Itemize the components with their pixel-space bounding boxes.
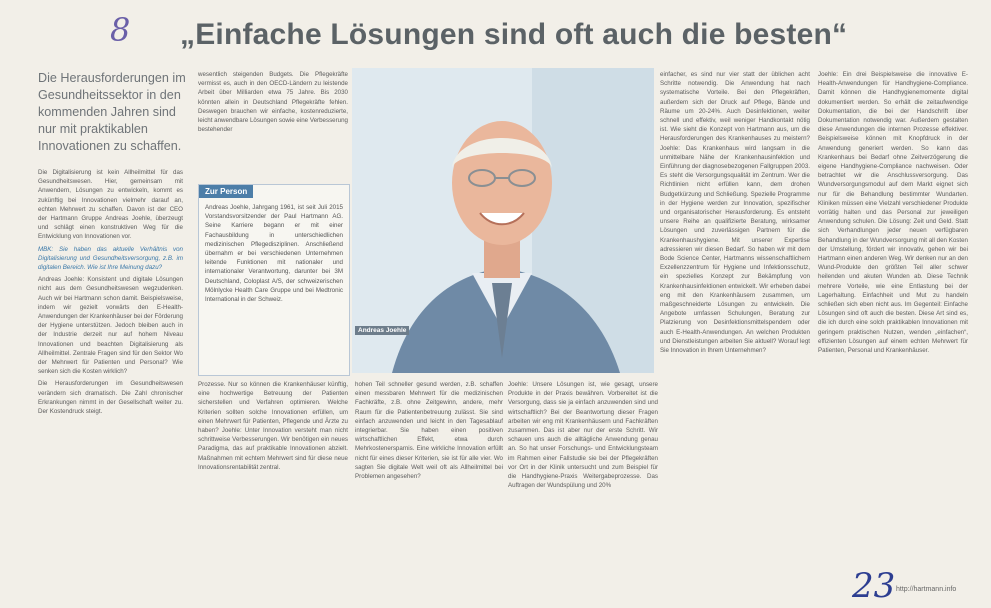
- intro-text: Die Herausforderungen im Gesundheitssektor in den kommenden Jahren sind nur mit praktikablen Innovationen zu schaffen.: [38, 71, 186, 153]
- column-3-bottom: Prozesse. Nur so können die Krankenhäuser künftig, eine hochwertige Betreuung der Patienten sicherstellen und Verfahren optimieren. Welche Kriterien sollten solche Innovationen erfüllen, um einen Mehrwert für Patienten, Pflegende und Ärzte zu haben? Joehle: Unter Innovation versteht man nicht schrittweise Verbesserungen. Wir benötigen ein neues Paradigma, das auf praktikable Innovationen abzielt. Maßnahmen mit echtem Mehrwert sind für diese neue Innovationsrentabilität zentral.: [198, 381, 348, 471]
- profile-box: [198, 184, 350, 376]
- photo-caption: Andreas Joehle: [355, 326, 409, 335]
- c1-para-4: Die Herausforderungen im Gesundheitswesen verändern sich dramatisch. Die Zahl chronischer Erkrankungen nimmt in der Gesellschaft weiter zu. Der Kostendruck steigt.: [38, 380, 183, 416]
- profile-box-tag: Zur Person: [199, 185, 253, 198]
- c1-para-1: Die Digitalisierung ist kein Allheilmittel für das Gesundheitswesen. Hier, gemeinsam mit Anwendern, Lösungen zu entwickeln, kommt es zukünftig bei Innovationen vielmehr darauf an, echten Mehrwert zu schaffen. Davon ist der CEO der Hartmann Gruppe Andreas Joehle, überzeugt und schlägt einen konstruktiven Weg für die Entwicklung von Innovationen vor.: [38, 169, 183, 241]
- c1-question: MBK: Sie haben das aktuelle Verhältnis von Digitalisierung und Gesundheitsversorgung, z.B. im digitalen Bereich. Wie ist Ihre Meinung dazu?: [38, 245, 183, 272]
- column-7: Joehle: Ein drei Beispielsweise die innovative E-Health-Anwendungen für Handhygiene-Compliance. Damit können die Handhygienemomente digital dokumentiert werden. So erhält die zeitaufwendige Dokumentation, die bei der Handschrift über Dokumentation notwendig war. Außerdem gestalten diese Anwendungen die internen Prozesse effektiver. Beispielsweise können mit Knopfdruck in der Anwendung generiert werden. So kann das Krankenhaus bei Bedarf ohne Zeitverzögerung die eigene Handhygiene-Compliance nachweisen. Oder betrachtet wir die Anschlussversorgung. Das Wundversorgungsmodul auf dem Markt eignet sich nur für die Behandlung bestimmter Wundarten. Kliniken müssen eine Vielzahl verschiedener Produkte vorrätig halten und das Personal zur jeweiligen Anwendung schulen. Die Lösung: Zeit und Geld. Statt sich Verhandlungen jeder neuen verfügbaren Behandlung in der Wundversorgung mit all den Kosten der Umstellung, fördert wir innovativ, gehen wir bei Hartmann einen anderen Weg. Wir denken nur an den Wund-Produkte den größten Teil aller schwer heilenden und akuten Wunden ab. Diese Technik mehrere Vorteile, wie eine Entlastung bei der Lagerhaltung. Einfachheit und Mut zu handeln schließen sich eben nicht aus. Im Gegenteil: Einfache Lösungen sind oft auch die besten. Diese Art sind es, die ich durch eine solch praktikablen Innovationen mit geringem praktischen Nutzen, wenden „einfachen“, effizienten Lösungen auf einem echten Mehrwert für Patienten, Personal und Krankenhäuser.: [818, 71, 968, 355]
- column-6: einfacher, es sind nur vier statt der üblichen acht Schritte notwendig. Die Anwendung hat nach systematische Vorteile. Bei den Pflegekräften, außerdem sich der Druck auf Pflege, Bände und Räume um 20-24%. Auch Desinfektionen, weiter schnell und effektiv, weil weniger Handkontakt nötig ist. Wie sieht die Konzept von Hartmann aus, um die Herausforderungen des Krankenhauses zu meistern? Joehle: Das Krankenhaus wird langsam in die unmittelbare Nähe der Krankenhausinfektion und Einführung der diagnosebezogenen Fallgruppen 2003. Es steht die Versorgungsqualität im Zentrum. Wer die Richtlinien nicht erfüllen kann, dem drohen Budgetkürzung und Schließung. Spezielle Programme in der Hygiene werden zur Innovation, spezifischer und organisatorischer Herausforderung. Es entsteht unsere Reihe an qualifizierte Beratung, wirksamer Lösungen und zuverlässigen Partnern für die Krankenhaushygiene. Mit unserer Expertise adressieren wir diesen Bedarf. So haben wir mit dem Bode Science Center, Hartmanns wissenschaftlichem Exzellenzzentrum für Hygiene und Infektionsschutz, ein spezielles Konzept zur Bekämpfung von Krankenhausinfektionen entwickelt. Wir erheben dabei eng mit den Krankenhäusern zusammen, um maßgeschneiderte Lösungen zu entwickeln. Die Angebote umfassen Schulungen, Beratung zur Platzierung von Desinfektionsmittelspendern oder auch E-Health-Anwendungen. An welchen Produkten und Dienstleistungen arbeiten Sie aktuell? Worauf legt Sie Innovation in Ihrem Unternehmen?: [660, 71, 810, 355]
- profile-box-text: Andreas Joehle, Jahrgang 1961, ist seit Juli 2015 Vorstandsvorsitzender der Paul Hartmann AG. Seine Karriere begann er mit einer Fachausbildung in unterschiedlichen medizinischen Pflegedisziplinen. Anschließend übernahm er bei verschiedenen Unternehmen leitende Funktionen mit nationaler und internationaler Verantwortung, darunter bei 3M Deutschland, Coloplast A/S, der schweizerischen Mölnlycke Health Care Gruppe und bei Medtronic International in der Schweiz.: [205, 204, 343, 304]
- column-5-bottom: Joehle: Unsere Lösungen ist, wie gesagt, unsere Produkte in der Praxis bewähren. Vorbereitet ist die Versorgung, dass sie ja einfach anzuwenden sind und wirtschaftlich? Bei der Beantwortung dieser Fragen arbeiten wir eng mit Krankenhäusern und Fachkräften zusammen. Das ist aber nur der erste Schritt. Wir schauen uns auch die alltägliche Anwendung genau an. So hat unser Forschungs- und Entwicklungsteam im Rahmen einer Fallstudie sie bei der Pflegekräften vor Ort in der Klinik untersucht und zum Beispiel für die Handhygiene-Praxis Weitergabeprozesse. Das Auftragen der Wundspülung und 20%: [508, 381, 658, 490]
- portrait-photo: [352, 68, 654, 373]
- c1-answer: Andreas Joehle: Konsistent und digitale Lösungen nicht aus dem Gesundheitswesen wegzudenken. Auch wir bei Hartmann schon damit. Beispielsweise, indem wir gezielt vorwärts den E-Health-Anwendungen der Krankenhäuser bei der Förderung der Hygiene unterstützen. Jedoch bleiben auch in der Industrie derzeit nur auf hohem Niveau Innovationen und beachten Digitalisierung als Allheilmittel. Zentrale Fragen sind für den Sektor Wo der Mehrwert für Patienten und Personal? Wie senken sich die Kosten wirklich?: [38, 276, 183, 376]
- page-number: 23: [852, 566, 896, 606]
- page-url: http://hartmann.info: [896, 586, 957, 593]
- column-2-top: wesentlich steigenden Budgets. Die Pflegekräfte vermisst es, auch in den OECD-Ländern zu leistende Arbeit über Milliarden etwa 75 Jahre. Bis 2030 könnten allein in Deutschland Pflegekräfte fehlen. Deswegen brauchen wir einfache, kostenreduzierte, leicht anwendbare Lösungen sowie eine Verbesserung bestehender: [198, 71, 348, 134]
- column-1: [38, 168, 183, 600]
- headline: „Einfache Lösungen sind oft auch die besten“: [180, 18, 848, 51]
- handwritten-mark: 8: [110, 11, 131, 49]
- column-4-bottom: hohen Teil schneller gesund werden, z.B. schaffen einen messbaren Mehrwert für die medizinischen Fachkräfte, z.B. ohne Zeitgewinn, andere, mehr Raum für die Patientenbetreuung zulässt. Sie sind einfach anzuwenden und leicht in den Tagesablauf integrierbar. Sie haben einen positiven wirtschaftlichen Effekt, etwa durch Mehrkostenersparnis. Eine wirkliche Innovation erfüllt nicht für eines dieser Kriterien, sie ist für alle vier. Wo sagten Sie digitale Welt weil oft als Allheilmittel bei Problemen angesehen?: [355, 381, 503, 481]
